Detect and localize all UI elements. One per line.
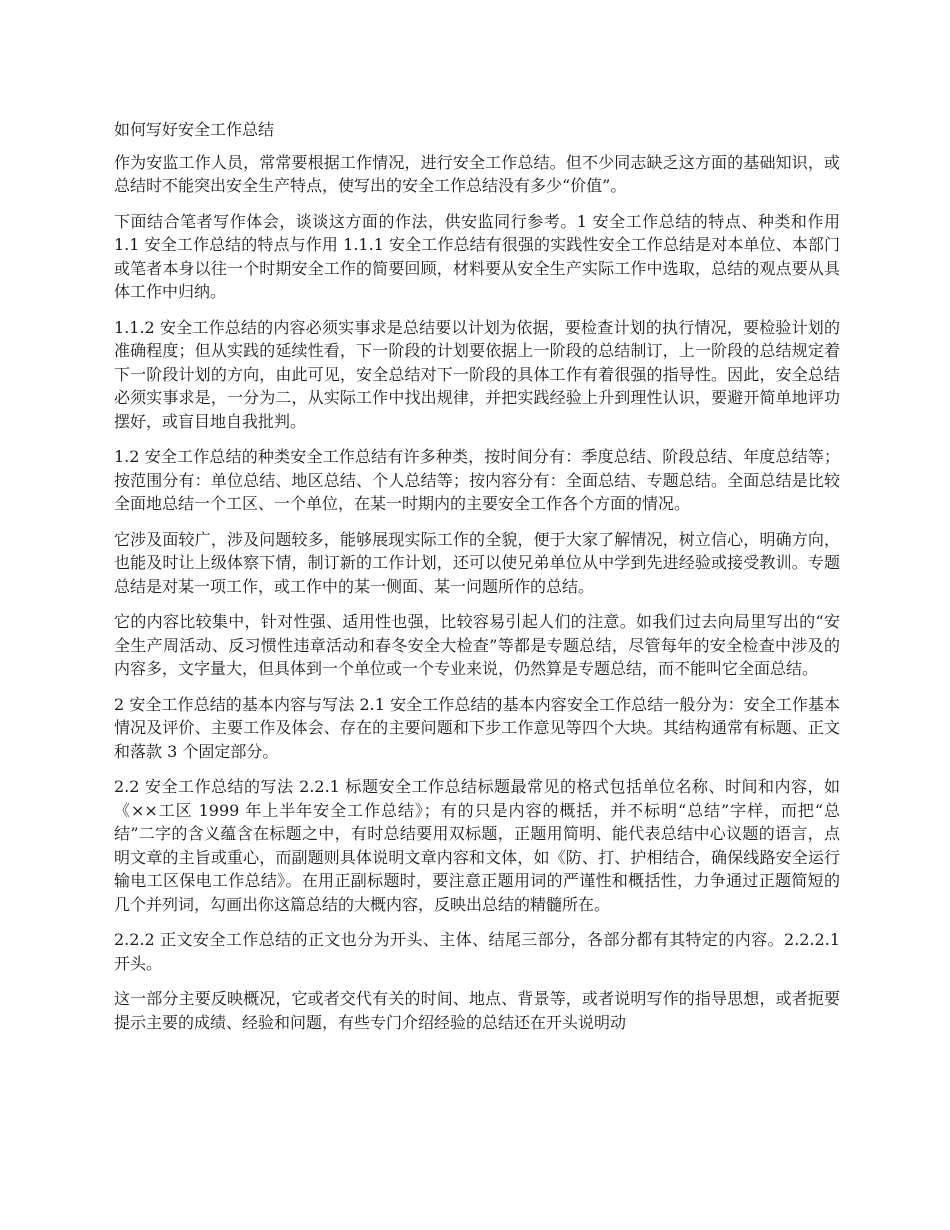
document-page bbox=[114, 118, 840, 1046]
paragraph-7: 2 安全工作总结的基本内容与写法 2.1 安全工作总结的基本内容安全工作总结一般分为：安全工作基本情况及评价、主要工作及体会、存在的主要问题和下步工作意见等四个大块。其结构通常有标题、正文和落款 3 个固定部分。 bbox=[114, 694, 840, 761]
paragraph-1: 作为安监工作人员，常常要根据工作情况，进行安全工作总结。但不少同志缺乏这方面的基础知识，或总结时不能突出安全生产特点，使写出的安全工作总结没有多少“价值”。 bbox=[114, 152, 840, 195]
paragraph-10: 这一部分主要反映概况，它或者交代有关的时间、地点、背景等，或者说明写作的指导思想，或者扼要提示主要的成绩、经验和问题，有些专门介绍经验的总结还在开头说明动 bbox=[114, 989, 840, 1032]
document-title: 如何写好安全工作总结 bbox=[114, 120, 275, 139]
paragraph-5: 它涉及面较广，涉及问题较多，能够展现实际工作的全貌，便于大家了解情况，树立信心，明确方向，也能及时让上级体察下情，制订新的工作计划，还可以使兄弟单位从中学到先进经验或接受教训。专题总结是对某一项工作，或工作中的某一侧面、某一问题所作的总结。 bbox=[114, 529, 840, 596]
paragraph-4: 1.2 安全工作总结的种类安全工作总结有许多种类，按时间分有：季度总结、阶段总结、年度总结等；按范围分有：单位总结、地区总结、个人总结等；按内容分有：全面总结、专题总结。全面总结是比较全面地总结一个工区、一个单位，在某一时期内的主要安全工作各个方面的情况。 bbox=[114, 447, 840, 513]
paragraph-3: 1.1.2 安全工作总结的内容必须实事求是总结要以计划为依据，要检查计划的执行情况，要检验计划的准确程度；但从实践的延续性看，下一阶段的计划要依据上一阶段的总结制订，上一阶段的总结规定着下一阶段计划的方向，由此可见，安全总结对下一阶段的具体工作有着很强的指导性。因此，安全总结必须实事求是，一分为二，从实际工作中找出规律，并把实践经验上升到理性认识，要避开简单地评功摆好，或盲目地自我批判。 bbox=[114, 317, 840, 431]
paragraph-2: 下面结合笔者写作体会，谈谈这方面的作法，供安监同行参考。1 安全工作总结的特点、种类和作用 1.1 安全工作总结的特点与作用 1.1.1 安全工作总结有很强的实践性安全工作总结是对本单位、本部门或笔者本身以往一个时期安全工作的简要回顾，材料要从安全生产实际工作中选取，总结的观点要从具体工作中归纳。 bbox=[114, 211, 840, 301]
paragraph-8: 2.2 安全工作总结的写法 2.2.1 标题安全工作总结标题最常见的格式包括单位名称、时间和内容，如《××工区 1999 年上半年安全工作总结》；有的只是内容的概括，并不标明“总结”字样，而把“总结”二字的含义蕴含在标题之中，有时总结要用双标题，正题用简明、能代表总结中心议题的语言，点明文章的主旨或重心，而副题则具体说明文章内容和文体，如《防、打、护相结合，确保线路安全运行输电工区保电工作总结》。在用正副标题时，要注意正题用词的严谨性和概括性，力争通过正题简短的几个并列词，勾画出你这篇总结的大概内容，反映出总结的精髓所在。 bbox=[114, 777, 840, 914]
paragraph-9: 2.2.2 正文安全工作总结的正文也分为开头、主体、结尾三部分，各部分都有其特定的内容。2.2.2.1 开头。 bbox=[114, 930, 840, 973]
paragraph-6: 它的内容比较集中，针对性强、适用性也强，比较容易引起人们的注意。如我们过去向局里写出的“安全生产周活动、反习惯性违章活动和春冬安全大检查”等都是专题总结，尽管每年的安全检查中涉及的内容多，文字量大，但具体到一个单位或一个专业来说，仍然算是专题总结，而不能叫它全面总结。 bbox=[114, 612, 840, 678]
